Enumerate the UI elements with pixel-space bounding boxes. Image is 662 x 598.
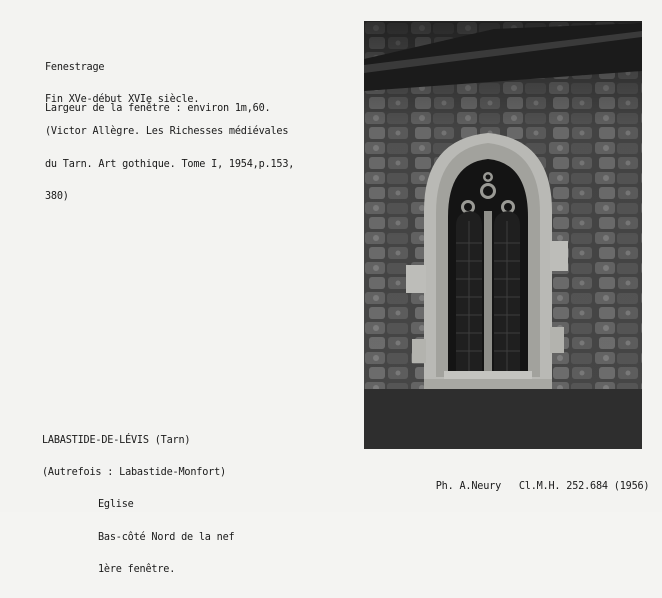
location-building: Eglise <box>98 499 134 511</box>
width-note: Largeur de la fenêtre : environ 1m,60. <box>45 103 271 114</box>
header-line-source-2: du Tarn. Art gothique. Tome I, 1954,p.153, <box>45 158 295 170</box>
header-line-title: Fenestrage <box>45 61 105 73</box>
location-part: Bas-côté Nord de la nef <box>98 531 235 543</box>
header-line-source-1: (Victor Allègre. Les Richesses médiévales <box>45 126 289 138</box>
header-line-date: Fin XVe-début XVIe siècle. <box>45 93 200 105</box>
header-line-source-3: 380) <box>45 191 69 203</box>
card-header <box>45 41 294 225</box>
location-former-name: (Autrefois : Labastide-Monfort) <box>42 466 226 478</box>
photographer-credit: Ph. A.Neury <box>435 480 502 492</box>
location-commune: LABASTIDE-DE-LÉVIS (Tarn) <box>42 434 191 446</box>
photo-reference: Cl.M.H. 252.684 (1956) <box>518 480 650 492</box>
location-caption <box>42 414 234 598</box>
window-photograph <box>364 21 642 449</box>
location-item: 1ère fenêtre. <box>98 564 176 576</box>
photo-credits <box>412 471 649 503</box>
